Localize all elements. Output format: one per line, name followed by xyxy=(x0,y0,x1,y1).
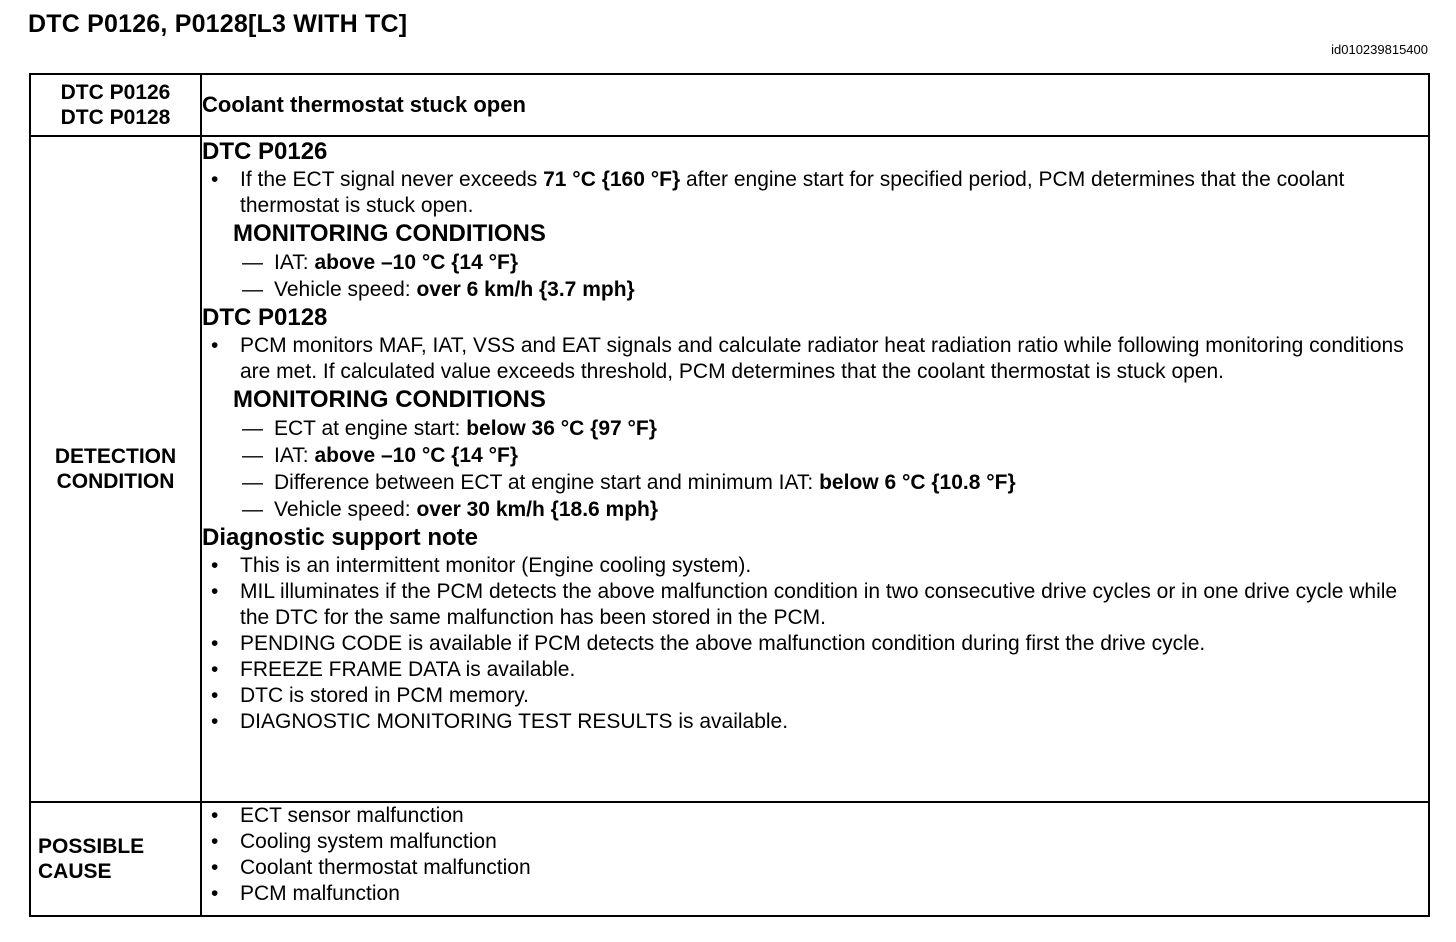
p0128-condition-ect: — ECT at engine start: below 36 °C {97 °F} xyxy=(202,415,1428,442)
detection-row xyxy=(30,136,1429,802)
header-row xyxy=(30,74,1429,136)
support-note-item: • DTC is stored in PCM memory. xyxy=(202,683,1428,709)
possible-cause-row xyxy=(30,802,1429,916)
p0126-condition-speed: — Vehicle speed: over 6 km/h {3.7 mph} xyxy=(202,276,1428,303)
dtc-table xyxy=(29,73,1430,917)
p0128-monitoring-title: MONITORING CONDITIONS xyxy=(233,386,546,413)
p0126-condition-iat: — IAT: above –10 °C {14 °F} xyxy=(202,249,1428,276)
cause-item: • Coolant thermostat malfunction xyxy=(202,855,1428,881)
support-note-item: • FREEZE FRAME DATA is available. xyxy=(202,657,1428,683)
p0128-condition-speed: — Vehicle speed: over 30 km/h {18.6 mph} xyxy=(202,496,1428,523)
p0128-condition-difference: — Difference between ECT at engine start and minimum IAT: below 6 °C {10.8 °F} xyxy=(202,469,1428,496)
p0126-title: DTC P0126 xyxy=(202,138,328,165)
dtc-code: DTC P0126 xyxy=(60,81,171,104)
detection-label: DETECTION xyxy=(54,445,177,468)
support-note-item: • PENDING CODE is available if PCM detects the above malfunction condition during first the drive cycle. xyxy=(202,631,1428,657)
detection-content xyxy=(201,136,1429,802)
document-id: id010239815400 xyxy=(1331,42,1428,57)
support-note-item: • MIL illuminates if the PCM detects the above malfunction condition in two consecutive drive cycles or in one drive cycle while the DTC for the same malfunction has been stored in the PCM. xyxy=(202,579,1428,631)
p0126-bullet: • If the ECT signal never exceeds 71 °C {160 °F} after engine start for specified period, PCM determines that the coolant thermostat is stuck open. xyxy=(202,167,1428,219)
dtc-description: Coolant thermostat stuck open xyxy=(201,74,1429,136)
possible-label: POSSIBLE xyxy=(38,835,145,858)
cause-item: • Cooling system malfunction xyxy=(202,829,1428,855)
condition-label: CONDITION xyxy=(56,470,175,493)
cause-item: • PCM malfunction xyxy=(202,881,1428,907)
support-note-item: • This is an intermittent monitor (Engine cooling system). xyxy=(202,553,1428,579)
cause-label: CAUSE xyxy=(38,860,112,883)
p0128-bullet: • PCM monitors MAF, IAT, VSS and EAT signals and calculate radiator heat radiation ratio while following monitoring conditions are met. If calculated value exceeds threshold, PCM determines that the coolant thermostat is stuck open. xyxy=(202,333,1428,385)
support-note-title: Diagnostic support note xyxy=(202,524,478,551)
support-note-item: • DIAGNOSTIC MONITORING TEST RESULTS is available. xyxy=(202,709,1428,735)
detection-label-cell xyxy=(30,136,201,802)
dtc-code: DTC P0128 xyxy=(60,106,171,129)
page-title: DTC P0126, P0128[L3 WITH TC] xyxy=(28,10,408,38)
possible-cause-content xyxy=(201,802,1429,916)
cause-item: • ECT sensor malfunction xyxy=(202,803,1428,829)
p0128-condition-iat: — IAT: above –10 °C {14 °F} xyxy=(202,442,1428,469)
possible-cause-label-cell xyxy=(30,802,201,916)
p0126-monitoring-title: MONITORING CONDITIONS xyxy=(233,220,546,247)
dtc-codes-cell xyxy=(30,74,201,136)
p0128-title: DTC P0128 xyxy=(202,304,328,331)
